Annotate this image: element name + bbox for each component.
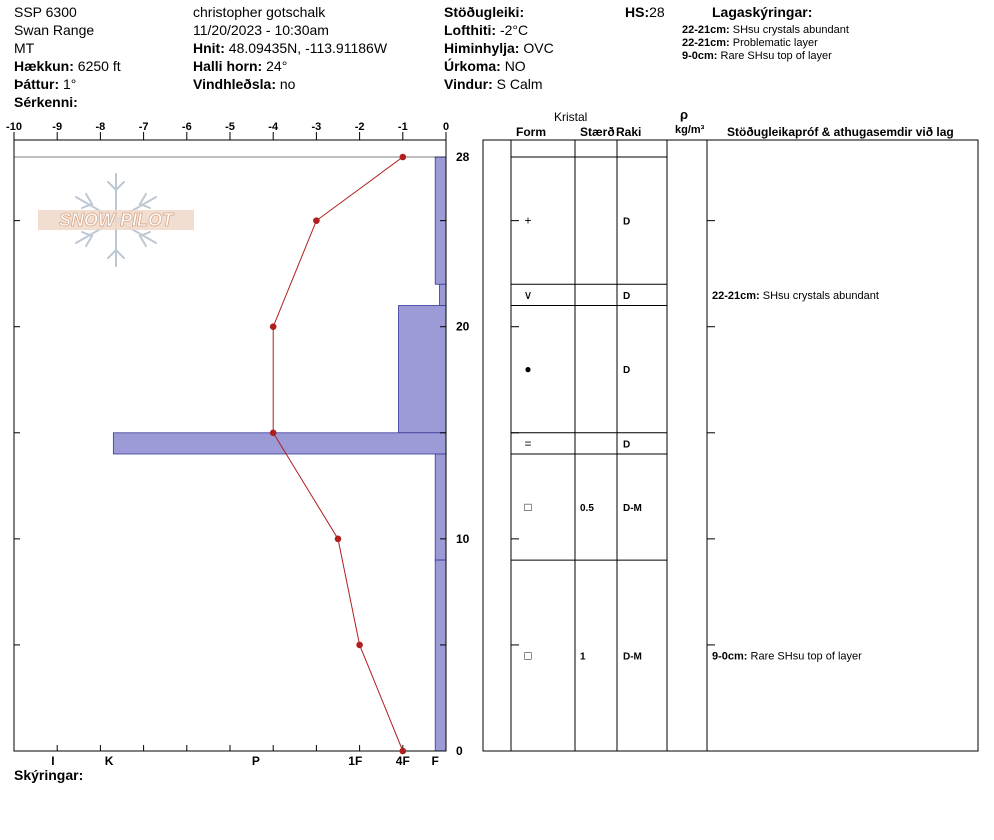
height-label: 10 xyxy=(456,531,470,546)
temp-tick-label: -2 xyxy=(354,121,365,133)
density-unit: kg/m³ xyxy=(675,124,705,136)
comments-header: Stöðugleikapróf & athugasemdir við lag xyxy=(727,125,954,139)
crystal-form-symbol: ∨ xyxy=(523,287,533,302)
temperature-point xyxy=(270,323,277,330)
moisture-value: D xyxy=(623,439,631,451)
wind-loading-value: no xyxy=(279,76,296,92)
precip-label: Úrkoma: xyxy=(444,58,501,74)
height-label: 0 xyxy=(456,744,463,758)
temp-tick-label: -8 xyxy=(95,121,106,133)
hardness-label: 1F xyxy=(348,754,363,768)
sky-value: OVC xyxy=(523,40,554,56)
temp-tick-label: -10 xyxy=(6,121,22,133)
elevation-label: Hækkun: xyxy=(14,58,74,74)
temp-tick-label: -1 xyxy=(397,121,408,133)
layer-comment: 22-21cm: SHsu crystals abundant xyxy=(712,289,879,302)
temp-tick-label: -7 xyxy=(138,121,149,133)
notes-label: Skýringar: xyxy=(14,767,84,783)
moisture-value: D-M xyxy=(623,651,642,663)
logo-text: SNOW PILOT xyxy=(59,210,173,230)
temperature-point xyxy=(356,642,363,649)
range-name: Swan Range xyxy=(14,22,95,38)
height-label: 28 xyxy=(456,150,470,164)
size-header: Stærð xyxy=(580,125,615,139)
density-symbol: ρ xyxy=(680,107,689,122)
layer-note-text: Problematic layer xyxy=(732,37,818,49)
temp-tick-label: -3 xyxy=(311,121,322,133)
form-header: Form xyxy=(516,125,546,139)
slope-value: 24° xyxy=(266,58,288,74)
temperature-point xyxy=(335,536,342,543)
hardness-label: 4F xyxy=(395,754,410,768)
crystal-size: 1 xyxy=(580,651,586,663)
hardness-bar xyxy=(435,454,446,560)
crystal-form-symbol: □ xyxy=(524,500,532,515)
wind-value: S Calm xyxy=(496,76,543,92)
height-label: 20 xyxy=(456,319,470,334)
hardness-bar xyxy=(435,560,446,751)
layer-note-text: SHsu crystals abundant xyxy=(732,24,849,36)
site-name: SSP 6300 xyxy=(14,4,77,20)
coords-value: 48.09435N, -113.91186W xyxy=(228,40,388,56)
wind-label: Vindur: xyxy=(444,76,493,92)
layer-notes-title: Lagaskýringar: xyxy=(712,4,813,20)
temperature-point xyxy=(400,154,407,161)
temperature-point xyxy=(400,748,407,755)
moisture-value: D-M xyxy=(623,503,642,515)
temp-tick-label: -4 xyxy=(268,121,279,133)
hs-value: 28 xyxy=(649,4,665,20)
wind-loading-label: Vindhleðsla: xyxy=(193,76,276,92)
observer-name: christopher gotschalk xyxy=(193,4,326,20)
hardness-label: K xyxy=(104,754,114,768)
observation-datetime: 11/20/2023 - 10:30am xyxy=(193,22,329,38)
layer-note-range: 22-21cm: xyxy=(682,24,730,36)
temp-tick-label: -6 xyxy=(181,121,192,133)
layer-note-text: Rare SHsu top of layer xyxy=(720,50,832,62)
coords-label: Hnit: xyxy=(193,40,225,56)
layer-note-range: 22-21cm: xyxy=(682,37,730,49)
hardness-label: I xyxy=(51,754,55,768)
temperature-point xyxy=(313,217,320,224)
elevation-value: 6250 ft xyxy=(77,58,121,74)
hardness-bar xyxy=(440,284,446,305)
crystal-form-symbol: ● xyxy=(524,362,532,377)
moisture-value: D xyxy=(623,290,631,302)
aspect-label: Þáttur: xyxy=(14,76,60,92)
temperature-point xyxy=(270,429,277,436)
features-label: Sérkenni: xyxy=(14,94,78,110)
moisture-header: Raki xyxy=(616,125,642,139)
stability-label: Stöðugleiki: xyxy=(444,4,525,20)
hardness-label: P xyxy=(251,754,260,768)
temp-tick-label: 0 xyxy=(442,121,450,133)
layer-note-range: 9-0cm: xyxy=(682,50,718,62)
crystal-header: Kristal xyxy=(554,110,588,124)
slope-label: Halli horn: xyxy=(193,58,263,74)
precip-value: NO xyxy=(504,58,526,74)
crystal-form-symbol: + xyxy=(524,213,532,228)
air-temp-value: -2°C xyxy=(499,22,529,38)
hardness-label: F xyxy=(431,754,439,768)
state-name: MT xyxy=(14,40,35,56)
moisture-value: D xyxy=(623,365,631,377)
moisture-value: D xyxy=(623,216,631,228)
temp-tick-label: -9 xyxy=(52,121,63,133)
hs-label: HS: xyxy=(625,4,650,20)
layer-comment: 9-0cm: Rare SHsu top of layer xyxy=(712,650,862,663)
crystal-form-symbol: □ xyxy=(524,648,532,663)
temp-tick-label: -5 xyxy=(225,121,235,133)
crystal-form-symbol: = xyxy=(524,436,532,451)
hardness-bar xyxy=(398,306,446,433)
air-temp-label: Lofthiti: xyxy=(444,22,497,38)
aspect-value: 1° xyxy=(63,76,77,92)
sky-label: Himinhylja: xyxy=(444,40,520,56)
crystal-size: 0.5 xyxy=(580,503,594,515)
